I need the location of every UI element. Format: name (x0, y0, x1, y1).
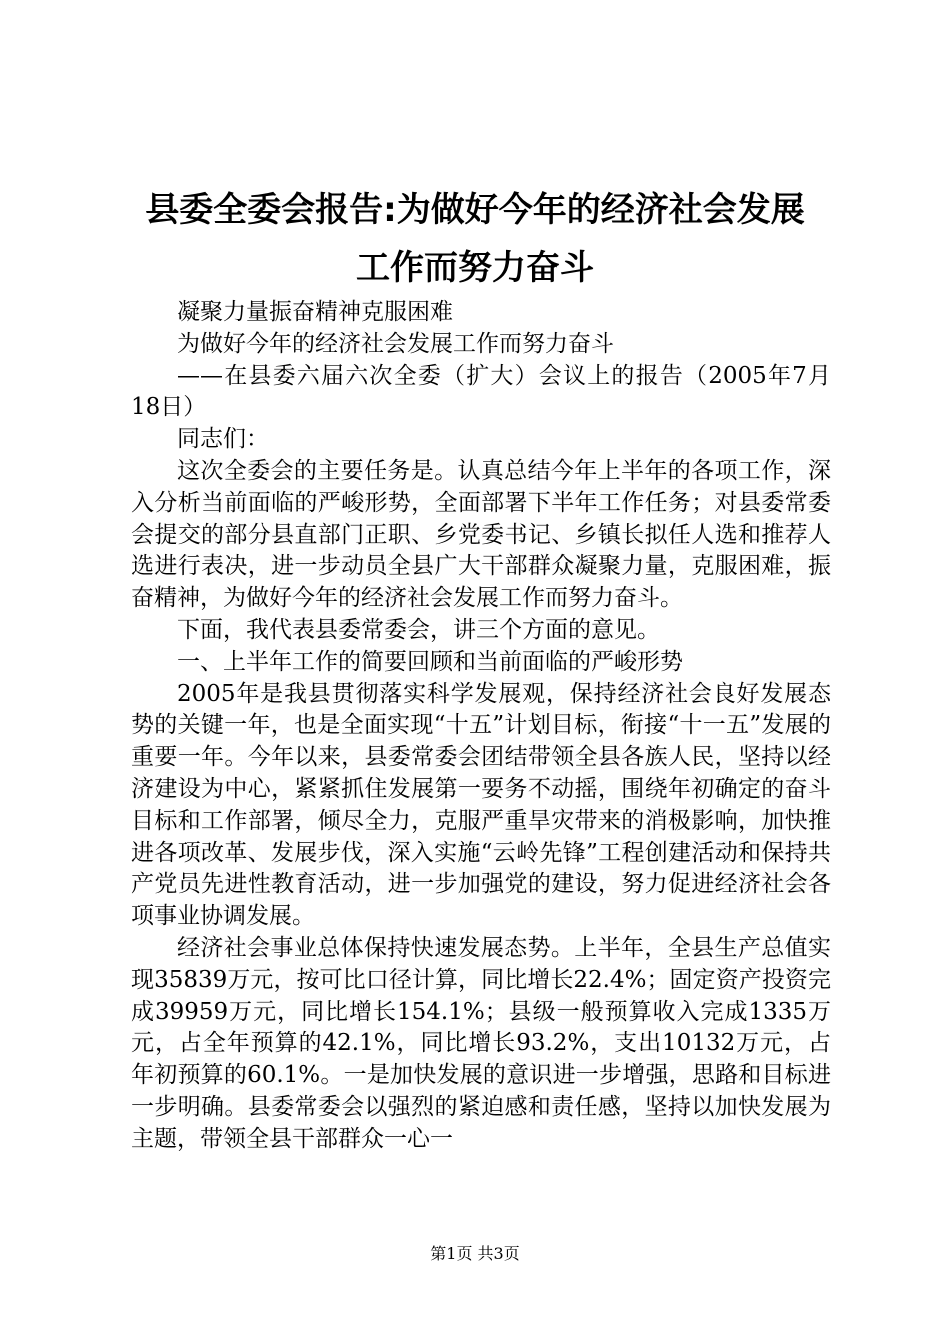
page-footer: 第1页 共3页 (430, 1244, 520, 1263)
paragraph-subtitle-1: 凝聚力量振奋精神克服困难 (177, 299, 453, 325)
paragraph: 经济社会事业总体保持快速发展态势。上半年，全县生产总值实现35839万元，按可比口径计算，同比增长22.4%；固定资产投资完成39959万元，同比增长154.1%；县级一般预算收入完成1335万元，占全年预算的42.1%，同比增长93.2%，支出10132万元，占年初预算的60.1%。一是加快发展的意识进一步增强，思路和目标进一步明确。县委常委会以强烈的紧迫感和责任感，坚持以加快发展为主题，带领全县干部群众一心一 (131, 934, 831, 1152)
document-title-line-1: 县委全委会报告:为做好今年的经济社会发展 (145, 190, 805, 230)
paragraph: 这次全委会的主要任务是。认真总结今年上半年的各项工作，深入分析当前面临的严峻形势，全面部署下半年工作任务；对县委常委会提交的部分县直部门正职、乡党委书记、乡镇长拟任人选和推荐人选进行表决，进一步动员全县广大干部群众凝聚力量，克服困难，振奋精神，为做好今年的经济社会发展工作而努力奋斗。 (131, 457, 831, 612)
paragraph-subtitle-2: 为做好今年的经济社会发展工作而努力奋斗 (177, 330, 614, 357)
paragraph-subtitle-3: ——在县委六届六次全委（扩大）会议上的报告（2005年7月18日） (131, 362, 831, 421)
paragraph: 下面，我代表县委常委会，讲三个方面的意见。 (177, 616, 660, 643)
section-heading: 一、上半年工作的简要回顾和当前面临的严峻形势 (177, 648, 683, 675)
paragraph-salutation: 同志们： (177, 426, 269, 453)
paragraph: 2005年是我县贯彻落实科学发展观，保持经济社会良好发展态势的关键一年，也是全面实现“十五”计划目标，衔接“十一五”发展的重要一年。今年以来，县委常委会团结带领全县各族人民，坚持以经济建设为中心，紧紧抓住发展第一要务不动摇，围绕年初确定的奋斗目标和工作部署，倾尽全力，克服严重旱灾带来的消极影响，加快推进各项改革、发展步伐，深入实施“云岭先锋”工程创建活动和保持共产党员先进性教育活动，进一步加强党的建设，努力促进经济社会各项事业协调发展。 (131, 680, 831, 930)
document-body (131, 297, 831, 1156)
document-title-line-2: 工作而努力奋斗 (356, 248, 594, 288)
